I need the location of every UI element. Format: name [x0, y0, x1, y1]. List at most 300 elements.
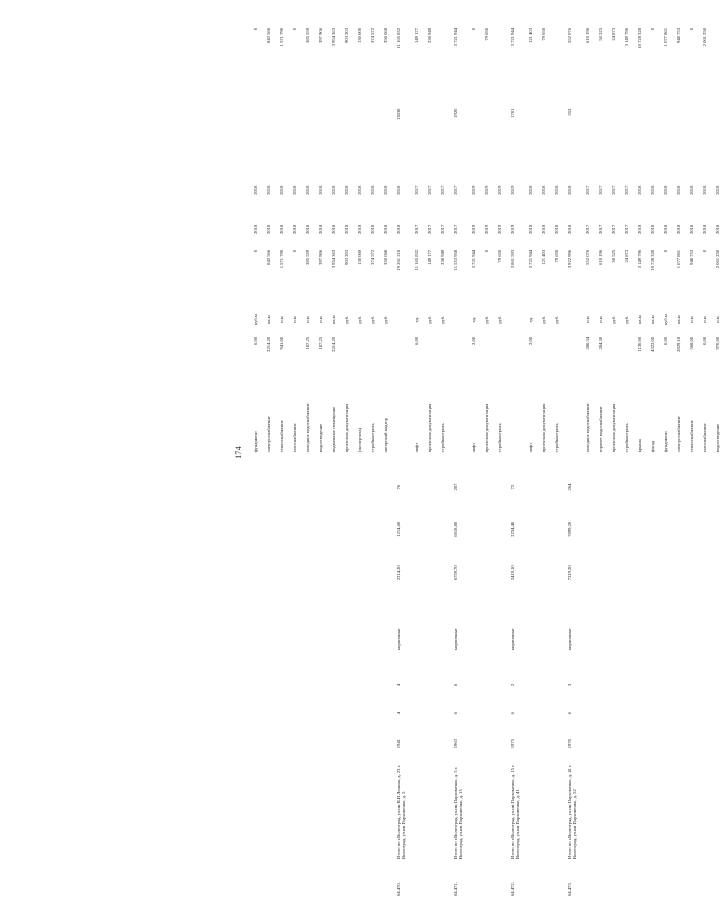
residents — [383, 453, 396, 520]
year-start: 2018 — [370, 224, 375, 234]
table-row — [554, 27, 567, 897]
work-cost: 3 721 944 — [471, 249, 476, 269]
entrances — [676, 671, 689, 699]
unit: кв.м — [266, 315, 271, 324]
final-cost: 11 165 832 — [396, 28, 401, 49]
final-cost: 552 076 — [567, 28, 572, 43]
row-code — [279, 860, 292, 897]
entrances — [414, 671, 427, 699]
wall-material — [427, 608, 440, 671]
work-cost: 374 572 — [370, 249, 375, 265]
table-row — [650, 27, 663, 897]
work-type: холодное водоснабжение — [305, 403, 310, 453]
residents — [676, 453, 689, 520]
row-code — [318, 860, 331, 897]
storeys — [554, 699, 567, 727]
entrances — [357, 671, 370, 699]
row-address — [318, 760, 331, 860]
year-start: 2018 — [689, 224, 694, 234]
wall-material — [279, 608, 292, 671]
row-code — [383, 860, 396, 897]
table-row — [624, 27, 637, 897]
extra-value — [676, 108, 689, 171]
row-code — [663, 860, 676, 897]
final-cost: 610 196 — [585, 28, 590, 43]
year-start: 2018 — [266, 224, 271, 234]
storeys — [292, 699, 305, 727]
final-cost: 0 — [650, 28, 655, 31]
residents — [427, 453, 440, 520]
living-area — [331, 521, 344, 565]
extra-value — [702, 108, 715, 171]
wall-material — [637, 608, 650, 671]
work-type: горячее водоснабжение — [598, 406, 603, 453]
total-area — [624, 564, 637, 608]
living-area — [471, 521, 484, 565]
work-volume — [383, 336, 396, 373]
work-type: электроснабжение — [266, 416, 271, 453]
row-code — [497, 860, 510, 897]
build-year — [554, 727, 567, 760]
year-end: 2018 — [689, 185, 694, 195]
work-volume: 6,00 — [253, 336, 258, 345]
wall-material — [357, 608, 370, 671]
work-cost: 149 177 — [427, 249, 432, 265]
storeys — [598, 699, 611, 727]
row-address — [266, 760, 279, 860]
work-cost: 948 753 — [689, 249, 694, 265]
unit: руб. — [440, 315, 445, 324]
unit: ед. — [528, 316, 533, 323]
table-row — [676, 27, 689, 897]
year-end: 2018 — [357, 185, 362, 195]
build-year — [279, 727, 292, 760]
unit: п.м — [279, 316, 284, 323]
work-volume: 2829,18 — [676, 336, 681, 352]
entrances — [253, 671, 266, 699]
work-cost: 3 721 944 — [528, 249, 533, 269]
build-year — [414, 727, 427, 760]
wall-material — [715, 608, 728, 671]
year-end: 2018 — [396, 185, 401, 195]
entrances — [624, 671, 637, 699]
year-end: 2018 — [541, 185, 546, 195]
unit: кв.м — [676, 315, 681, 324]
extra-value — [624, 108, 637, 171]
total-area — [305, 564, 318, 608]
work-cost: 0 — [292, 249, 297, 253]
wall-material — [292, 608, 305, 671]
storeys — [624, 699, 637, 727]
table-row — [427, 27, 440, 897]
table-row — [715, 27, 728, 897]
row-address — [440, 760, 453, 860]
year-start: 2017 — [427, 224, 432, 234]
work-type: водоотведение — [715, 423, 720, 453]
extra-value — [528, 108, 541, 171]
year-end: 2018 — [370, 185, 375, 195]
unit: п.м — [702, 316, 707, 323]
unit — [567, 303, 585, 336]
total-area — [637, 564, 650, 608]
build-year — [266, 727, 279, 760]
work-volume — [344, 336, 357, 373]
table-row — [383, 27, 396, 897]
residents — [370, 453, 383, 520]
row-code — [292, 860, 305, 897]
year-start: 2018 — [663, 224, 668, 234]
row-address — [370, 760, 383, 860]
work-type: электроснабжение — [676, 416, 681, 453]
total-area — [357, 564, 370, 608]
final-cost: 350 068 — [383, 28, 388, 43]
build-year — [383, 727, 396, 760]
total-area — [541, 564, 554, 608]
row-code — [702, 860, 715, 897]
build-year — [650, 727, 663, 760]
row-address — [357, 760, 370, 860]
unit: руб. — [624, 315, 629, 324]
row-code: 64.471. — [453, 882, 458, 896]
year-end: 2018 — [253, 185, 258, 195]
storeys — [676, 699, 689, 727]
work-cost: 350 068 — [383, 249, 388, 265]
storeys: 6 — [567, 712, 572, 715]
row-address — [689, 760, 702, 860]
final-cost: 24 873 — [611, 28, 616, 41]
year-start: 2018 — [702, 224, 707, 234]
extra-value — [305, 108, 318, 171]
final-cost: 1 571 790 — [279, 28, 284, 47]
work-volume — [453, 336, 471, 373]
work-cost: 10 728 328 — [650, 249, 655, 271]
year-start: 2018 — [292, 224, 297, 234]
total-area: 7319,20 — [567, 565, 572, 581]
work-cost: 552 076 — [585, 249, 590, 265]
row-address: Итого по г.Волгоград, ул.им В.И.Ленина, д. 23 г. Волгоград, ул.им Пархоменко, д. 5 — [396, 764, 407, 860]
storeys — [702, 699, 715, 727]
extra-value — [414, 108, 427, 171]
residents — [689, 453, 702, 520]
unit: кв.м — [650, 315, 655, 324]
row-code: 64.470. — [396, 882, 401, 896]
work-volume: 1130,00 — [637, 336, 642, 352]
work-type: фасад — [650, 440, 655, 453]
residents: 207 — [453, 483, 458, 491]
final-cost: 3 954 363 — [331, 28, 336, 47]
work-volume — [554, 336, 567, 373]
build-year — [663, 727, 676, 760]
build-year — [344, 727, 357, 760]
wall-material — [383, 608, 396, 671]
work-volume — [541, 336, 554, 373]
work-cost: 11 553 958 — [453, 249, 458, 271]
table-row — [305, 27, 318, 897]
extra-value: 553 — [567, 108, 572, 116]
row-address — [471, 760, 484, 860]
year-end: 2017 — [611, 185, 616, 195]
unit: руб. — [344, 315, 349, 324]
unit — [453, 303, 471, 336]
wall-material — [497, 608, 510, 671]
extra-value — [331, 108, 344, 171]
unit: руб. — [383, 315, 388, 324]
work-type: лифт — [471, 442, 476, 453]
year-end: 2019 — [484, 185, 489, 195]
build-year — [357, 727, 370, 760]
total-area — [554, 564, 567, 608]
residents — [318, 453, 331, 520]
build-year: 1975 — [510, 739, 515, 749]
entrances — [266, 671, 279, 699]
work-cost: 0 — [253, 249, 258, 253]
table-row — [279, 27, 292, 897]
extra-value — [370, 108, 383, 171]
final-cost: 0 — [689, 28, 694, 31]
unit: п.м — [305, 316, 310, 323]
year-end: 2018 — [331, 185, 336, 195]
build-year — [702, 727, 715, 760]
work-volume: 6,00 — [414, 336, 419, 345]
year-end: 2018 — [279, 185, 284, 195]
work-volume: 187,25 — [305, 336, 310, 350]
unit: кв.м — [637, 315, 642, 324]
work-cost: 19 261 218 — [396, 249, 401, 271]
storeys — [331, 699, 344, 727]
row-code — [305, 860, 318, 897]
living-area — [676, 521, 689, 565]
residents — [598, 453, 611, 520]
table-row — [357, 27, 370, 897]
wall-material — [554, 608, 567, 671]
living-area — [611, 521, 624, 565]
unit: руб. — [484, 315, 489, 324]
year-start: 2019 — [510, 224, 515, 234]
wall-material — [663, 608, 676, 671]
row-address — [585, 760, 598, 860]
storeys — [266, 699, 279, 727]
year-end: 2017 — [427, 185, 432, 195]
storeys — [585, 699, 598, 727]
build-year — [305, 727, 318, 760]
total-area — [440, 564, 453, 608]
storeys: 6 — [510, 712, 515, 715]
wall-material: кирпичные — [453, 628, 458, 651]
work-type — [453, 373, 471, 453]
work-cost: 3 954 363 — [331, 249, 336, 269]
row-code — [598, 860, 611, 897]
work-cost: 0 — [484, 249, 489, 253]
build-year — [611, 727, 624, 760]
residents — [344, 453, 357, 520]
row-code — [427, 860, 440, 897]
work-cost: 397 906 — [318, 249, 323, 265]
work-type: (экспертиза) — [357, 428, 362, 453]
extra-value — [611, 108, 624, 171]
unit: п.м — [292, 316, 297, 323]
total-area — [715, 564, 728, 608]
row-code — [370, 860, 383, 897]
residents — [305, 453, 318, 520]
wall-material — [624, 608, 637, 671]
storeys — [279, 699, 292, 727]
residents — [279, 453, 292, 520]
final-cost: 79 650 — [541, 28, 546, 41]
wall-material: кирпичные — [396, 628, 401, 651]
total-area — [497, 564, 510, 608]
build-year — [676, 727, 689, 760]
residents — [650, 453, 663, 520]
entrances — [702, 671, 715, 699]
unit: руб. — [497, 315, 502, 324]
storeys — [484, 699, 497, 727]
residents: 72 — [510, 484, 515, 490]
year-start: 2018 — [318, 224, 323, 234]
storeys: 6 — [453, 712, 458, 715]
unit: руб. — [541, 315, 546, 324]
extra-value — [689, 108, 702, 171]
work-cost: 2 061 250 — [715, 249, 720, 269]
final-cost: 3 721 944 — [510, 28, 515, 47]
total-area — [344, 564, 357, 608]
build-year — [541, 727, 554, 760]
row-code: 64.473. — [567, 882, 572, 896]
total-area — [292, 564, 305, 608]
extra-value — [357, 108, 370, 171]
table-row — [528, 27, 541, 897]
entrances — [279, 671, 292, 699]
entrances — [554, 671, 567, 699]
row-code — [554, 860, 567, 897]
unit: п.м — [689, 316, 694, 323]
storeys — [715, 699, 728, 727]
row-address — [663, 760, 676, 860]
build-year — [331, 727, 344, 760]
work-volume: 2,00 — [471, 336, 476, 345]
row-address — [637, 760, 650, 860]
unit: п.м — [715, 316, 720, 323]
row-code — [715, 860, 728, 897]
entrances: 2 — [510, 683, 515, 687]
final-cost — [440, 27, 453, 108]
entrances — [611, 671, 624, 699]
year-start: 2019 — [484, 224, 489, 234]
row-address — [497, 760, 510, 860]
year-start: 2017 — [611, 224, 616, 234]
extra-value — [292, 108, 305, 171]
row-address — [279, 760, 292, 860]
table-body — [253, 27, 728, 897]
row-address — [541, 760, 554, 860]
work-volume: 2214,20 — [331, 336, 336, 352]
work-type: стройконтроль — [554, 423, 559, 453]
work-type: лифт — [414, 442, 419, 453]
work-cost: 385 559 — [305, 249, 310, 265]
year-end: 2018 — [344, 185, 349, 195]
year-end: 2019 — [510, 185, 515, 195]
entrances — [383, 671, 396, 699]
row-address — [676, 760, 689, 860]
wall-material — [414, 608, 427, 671]
work-cost: 130 000 — [357, 249, 362, 265]
living-area — [266, 521, 279, 565]
extra-value — [344, 108, 357, 171]
final-cost — [715, 27, 728, 108]
living-area — [383, 521, 396, 565]
work-cost: 3 149 796 — [637, 249, 642, 269]
final-cost: 238 949 — [427, 28, 432, 43]
work-cost: 79 650 — [554, 249, 559, 263]
build-year — [637, 727, 650, 760]
build-year: 1963 — [453, 739, 458, 749]
work-type: проектная документация — [427, 403, 432, 453]
year-end: 2018 — [305, 185, 310, 195]
work-type — [567, 373, 585, 453]
year-end: 2018 — [702, 185, 707, 195]
table-row — [396, 27, 414, 897]
row-address: Итого по г.Волгоград, ул.им Пархоменко, д. 41 г. Волгоград, ул.им Пархоменко, д. 52 — [567, 764, 578, 860]
row-address — [702, 760, 715, 860]
work-cost: 0 — [663, 249, 668, 253]
storeys: 4 — [396, 712, 401, 715]
table-row — [567, 27, 585, 897]
residents — [414, 453, 427, 520]
final-cost: 79 650 — [484, 28, 489, 41]
year-start: 2019 — [497, 224, 502, 234]
unit — [510, 303, 528, 336]
wall-material — [689, 608, 702, 671]
year-end: 2018 — [318, 185, 323, 195]
living-area — [497, 521, 510, 565]
final-cost: 10 728 328 — [637, 28, 642, 49]
row-address — [292, 760, 305, 860]
work-cost: 903 203 — [344, 249, 349, 265]
row-code — [331, 860, 344, 897]
build-year — [689, 727, 702, 760]
residents — [541, 453, 554, 520]
residents — [484, 453, 497, 520]
wall-material: кирпичные — [567, 628, 572, 651]
work-type: подвальное помещение — [331, 406, 336, 453]
living-area — [357, 521, 370, 565]
entrances — [528, 671, 541, 699]
unit: куб.м — [253, 314, 258, 325]
living-area — [318, 521, 331, 565]
wall-material — [702, 608, 715, 671]
work-volume — [611, 336, 624, 373]
extra-value — [637, 108, 650, 171]
total-area — [331, 564, 344, 608]
final-cost: 948 753 — [676, 28, 681, 43]
living-area — [484, 521, 497, 565]
work-volume — [497, 336, 510, 373]
work-volume: 0,00 — [702, 336, 707, 345]
storeys — [650, 699, 663, 727]
unit: куб.м — [663, 314, 668, 325]
table-row — [253, 27, 266, 897]
work-cost: 843 566 — [266, 249, 271, 265]
work-volume: 2,00 — [528, 336, 533, 345]
year-end: 2018 — [554, 185, 559, 195]
entrances — [292, 671, 305, 699]
total-area — [702, 564, 715, 608]
work-type: холодное водоснабжение — [585, 403, 590, 453]
extra-value — [440, 108, 453, 171]
total-area — [427, 564, 440, 608]
wall-material — [676, 608, 689, 671]
row-address — [484, 760, 497, 860]
row-code — [344, 860, 357, 897]
